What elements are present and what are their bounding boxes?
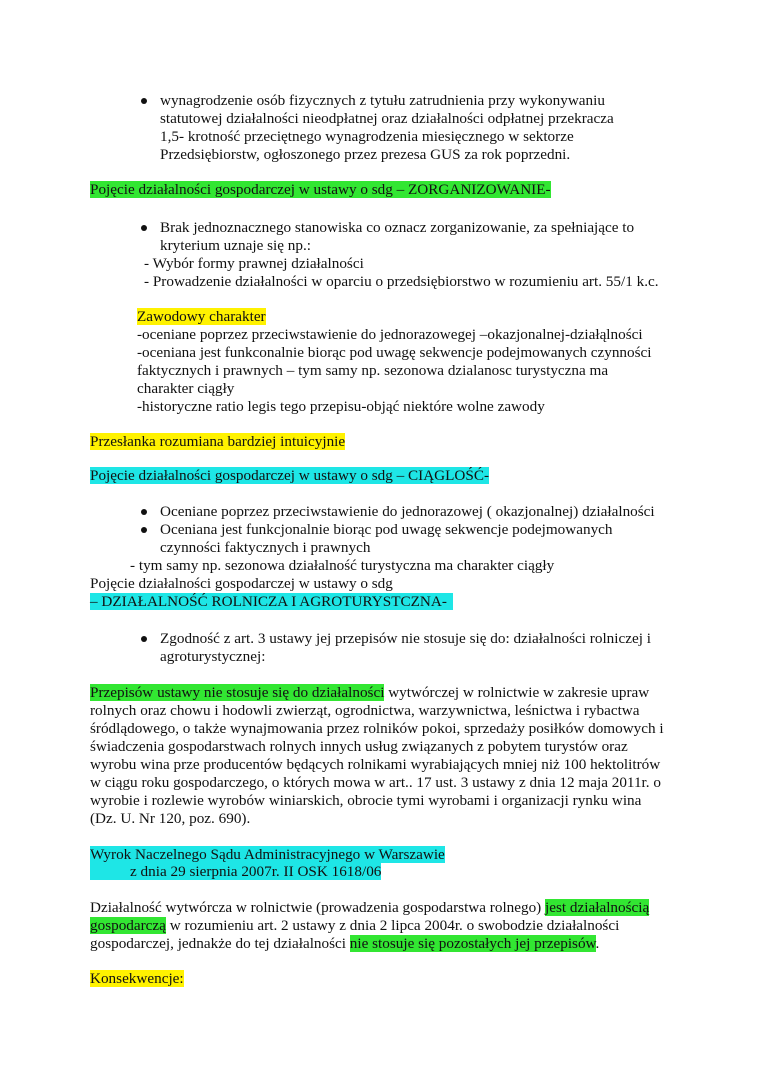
dzialalnosc-line-1-text: Działalność wytwórcza w rolnictwie (prowadzenia gospodarstwa rolnego) (90, 899, 546, 916)
konsekwencje-row (90, 970, 184, 988)
zorganizowanie-bullet-line-2: kryterium uznaje się np.: (160, 237, 311, 254)
zawodowy-heading-row (137, 308, 266, 326)
heading-zorganizowanie-row (90, 181, 551, 199)
zgodnosc-line-1: Zgodność z art. 3 ustawy jej przepisów nie stosuje się do: działalności rolniczej i (160, 630, 651, 647)
dzialalnosc-line-1 (90, 899, 649, 917)
dzialalnosc-line-2-text: w rozumieniu art. 2 ustawy z dnia 2 lipca 2004r. o swobodzie działalności (165, 917, 620, 934)
zawodowy-heading: Zawodowy charakter (137, 308, 266, 325)
zorganizowanie-dash-2: - Prowadzenie działalności w oparciu o przedsiębiorstwo w rozumieniu art. 55/1 k.c. (144, 273, 659, 290)
dzialalnosc-line-2-highlight: gospodarczą (90, 917, 166, 934)
wynagrodzenie-line-4: Przedsiębiorstw, ogłoszonego przez prezesa GUS za rok poprzedni. (160, 146, 571, 163)
przepisow-line-3: śródlądowego, o także wynajmowania przez rolników pokoi, sprzedaży posiłków domowych i (90, 720, 664, 737)
konsekwencje-heading: Konsekwencje: (90, 970, 184, 987)
zawodowy-line-2: -oceniana jest funkconalnie biorąc pod uwagę sekwencje podejmowanych czynności (137, 344, 652, 361)
bullet-icon (141, 527, 147, 533)
przepisow-line-5: wyrobu wina prze producentów będących rolnikami wyrabiających mniej niż 100 hektolitrów (90, 756, 661, 773)
heading-rolnicza-line-2: – DZIAŁALNOŚĆ ROLNICZA I AGROTURYSTCZNA- (90, 593, 453, 610)
heading-rolnicza-line-1: Pojęcie działalności gospodarczej w ustawy o sdg (90, 575, 393, 592)
bullet-icon (141, 636, 147, 642)
wyrok-line-1: Wyrok Naczelnego Sądu Administracyjnego w Warszawie (90, 846, 445, 863)
zorganizowanie-dash-1: - Wybór formy prawnej działalności (144, 255, 364, 272)
zawodowy-line-5: -historyczne ratio legis tego przepisu-objąć niektóre wolne zawody (137, 398, 545, 415)
dzialalnosc-line-3-text: gospodarczej, jednakże do tej działalności (90, 935, 350, 952)
przepisow-line-4: świadczenia gospodarstwach rolnych innych usług związanych z pobytem turystów oraz (90, 738, 628, 755)
ciaglosc-dash: - tym samy np. sezonowa działalność turystyczna ma charakter ciągły (130, 557, 555, 574)
ciaglosc-bullet-1: Oceniane poprzez przeciwstawienie do jednorazowej ( okazjonalnej) działalności (160, 503, 655, 520)
zorganizowanie-bullet-line-1: Brak jednoznacznego stanowiska co oznacz zorganizowanie, za spełniające to (160, 219, 635, 236)
przepisow-line-8: (Dz. U. Nr 120, poz. 690). (90, 810, 251, 827)
zawodowy-line-1: -oceniane poprzez przeciwstawienie do jednorazowegej –okazjonalnej-działąlności (137, 326, 643, 343)
wyrok-row-2 (90, 863, 381, 881)
heading-rolnicza-row (90, 593, 453, 611)
przepisow-line-2: rolnych oraz chowu i hodowli zwierząt, ogrodnictwa, warzywnictwa, leśnictwa i rybactwa (90, 702, 640, 719)
przeslanka-row (90, 433, 345, 451)
zawodowy-line-4: charakter ciągły (137, 380, 235, 397)
dzialalnosc-line-3 (90, 935, 599, 953)
zgodnosc-line-2: agroturystycznej: (160, 648, 266, 665)
przeslanka-note: Przesłanka rozumiana bardziej intuicyjnie (90, 433, 346, 450)
przepisow-line-6: w ciągu roku gospodarczego, o których mowa w art.. 17 ust. 3 ustawy z dnia 12 maja 2011r. o (90, 774, 661, 791)
dzialalnosc-line-1-highlight: jest działalnością (545, 899, 650, 916)
przepisow-highlight: Przepisów ustawy nie stosuje się do działalności (90, 684, 385, 701)
wyrok-row-1 (90, 846, 445, 864)
bullet-icon (141, 509, 147, 515)
ciaglosc-bullet-2-line-2: czynności faktycznych i prawnych (160, 539, 371, 556)
heading-ciaglosc: Pojęcie działalności gospodarczej w ustawy o sdg – CIĄGLOŚĆ- (90, 467, 490, 484)
dzialalnosc-line-2 (90, 917, 619, 935)
dzialalnosc-line-3-end: . (595, 935, 600, 952)
dzialalnosc-line-3-highlight: nie stosuje się pozostałych jej przepisów (349, 935, 596, 952)
heading-ciaglosc-row (90, 467, 489, 485)
przepisow-line-1-rest: wytwórczej w rolnictwie w zakresie upraw (384, 684, 650, 701)
wynagrodzenie-line-2: statutowej działalności nieodpłatnej oraz działalności odpłatnej przekracza (160, 110, 614, 127)
heading-zorganizowanie: Pojęcie działalności gospodarczej w ustawy o sdg – ZORGANIZOWANIE- (90, 181, 551, 198)
bullet-icon (141, 98, 147, 104)
wynagrodzenie-line-1: wynagrodzenie osób fizycznych z tytułu zatrudnienia przy wykonywaniu (160, 92, 605, 109)
ciaglosc-bullet-2-line-1: Oceniana jest funkcjonalnie biorąc pod uwagę sekwencje podejmowanych (160, 521, 613, 538)
wynagrodzenie-line-3: 1,5- krotność przeciętnego wynagrodzenia miesięcznego w sektorze (160, 128, 574, 145)
zawodowy-line-3: faktycznych i prawnych – tym samy np. sezonowa dzialanosc turystyczna ma (137, 362, 609, 379)
przepisow-line-7: wyrobie i rozlewie wyrobów winiarskich, obrocie tymi wyrobami i organizacji rynku wina (90, 792, 642, 809)
przepisow-line-1 (90, 684, 649, 702)
bullet-icon (141, 225, 147, 231)
wyrok-line-2: z dnia 29 sierpnia 2007r. II OSK 1618/06 (90, 863, 381, 880)
